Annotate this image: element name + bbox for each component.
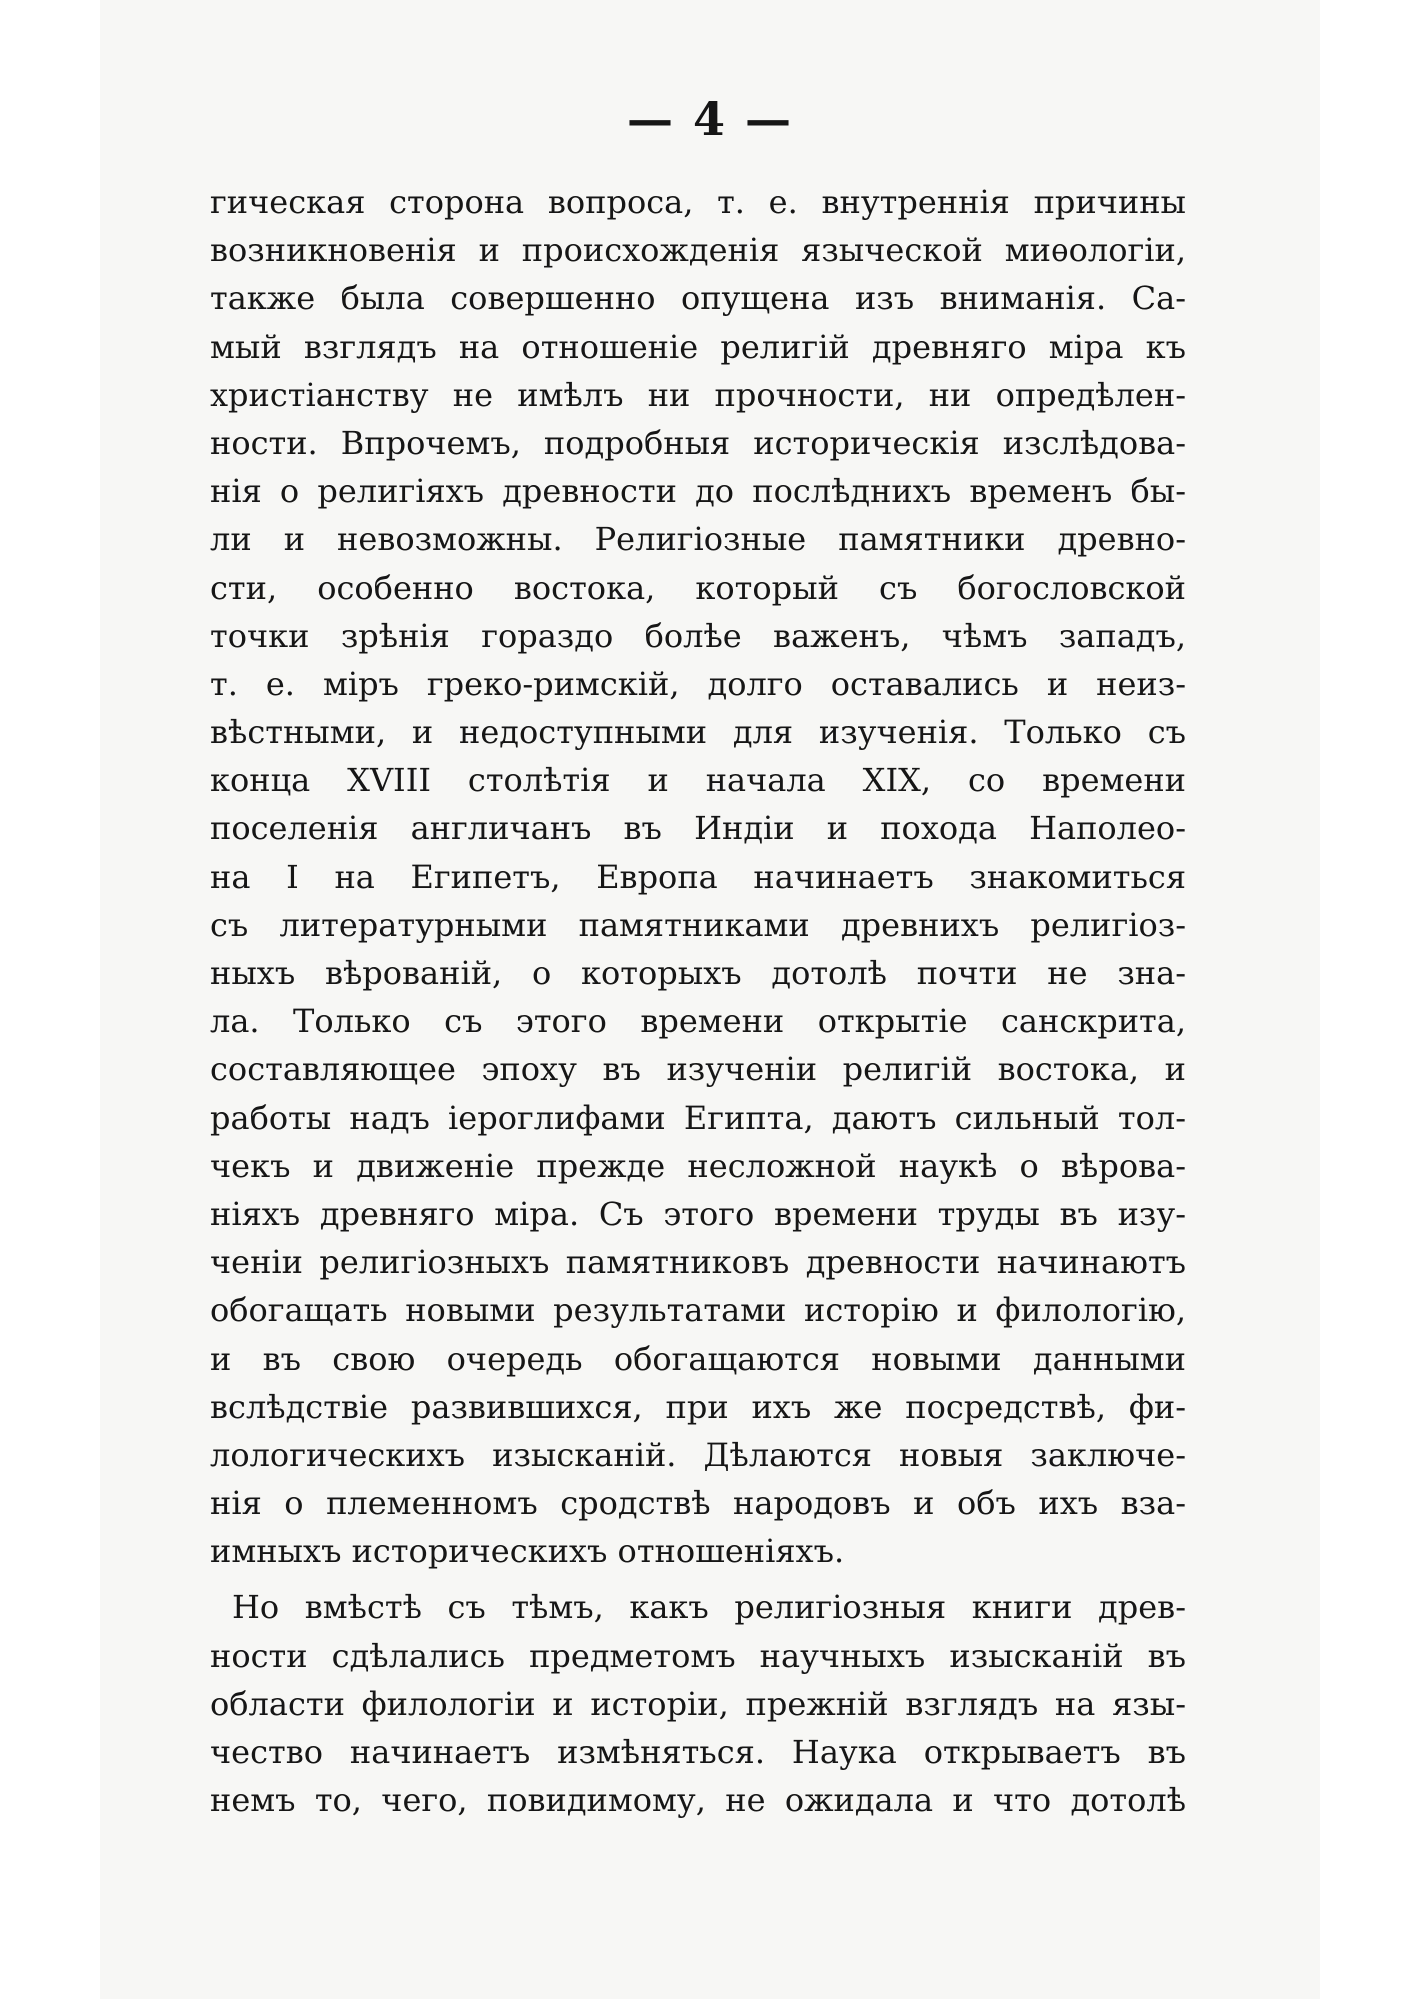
text-line: поселенія англичанъ въ Индіи и похода Наполео-	[210, 809, 1186, 848]
text-line: ныхъ вѣрованій, о которыхъ дотолѣ почти не зна-	[210, 954, 1186, 992]
paragraph-1	[210, 178, 1186, 1575]
text-line: ности сдѣлались предметомъ научныхъ изысканій въ	[210, 1636, 1186, 1675]
text-line: ніяхъ древняго міра. Съ этого времени труды въ изу-	[210, 1194, 1186, 1233]
book-page	[100, 0, 1320, 1999]
text-line: вслѣдствіе развившихся, при ихъ же посредствѣ, фи-	[210, 1387, 1186, 1426]
text-line: немъ то, чего, повидимому, не ожидала и что дотолѣ	[210, 1781, 1186, 1820]
text-line: т. е. міръ греко-римскій, долго оставались и неиз-	[210, 664, 1186, 703]
text-line: работы надъ іероглифами Египта, даютъ сильный тол-	[210, 1098, 1186, 1137]
page-number: — 4 —	[626, 92, 794, 146]
text-line: области филологіи и исторіи, прежній взглядъ на язы-	[210, 1684, 1186, 1723]
text-line: нія о племенномъ сродствѣ народовъ и объ ихъ вза-	[210, 1484, 1186, 1523]
page-text	[210, 178, 1186, 1824]
text-line: составляющее эпоху въ изученіи религій востока, и	[210, 1050, 1186, 1089]
text-line: конца XVIII столѣтія и начала XIX, со времени	[210, 761, 1186, 800]
text-line: имныхъ историческихъ отношеніяхъ.	[210, 1532, 845, 1571]
text-line: ности. Впрочемъ, подробныя историческія изслѣдова-	[210, 423, 1186, 462]
text-line: сти, особенно востока, который съ богословской	[210, 568, 1186, 607]
paragraph-gap	[210, 1575, 1186, 1583]
text-line: на I на Египетъ, Европа начинаетъ знакомиться	[210, 857, 1186, 896]
text-line: возникновенія и происхожденія языческой миѳологіи,	[210, 231, 1186, 270]
text-line: съ литературными памятниками древнихъ религіоз-	[210, 905, 1186, 944]
text-line: лологическихъ изысканій. Дѣлаются новыя заключе-	[210, 1435, 1186, 1474]
text-line: мый взглядъ на отношеніе религій древняго міра къ	[210, 327, 1186, 366]
text-line: и въ свою очередь обогащаются новыми данными	[210, 1339, 1186, 1378]
text-line: ченіи религіозныхъ памятниковъ древности начинаютъ	[210, 1243, 1186, 1282]
text-line: вѣстными, и недоступными для изученія. Только съ	[210, 713, 1186, 752]
text-line: также была совершенно опущена изъ вниманія. Са-	[210, 279, 1186, 318]
paragraph-2	[210, 1583, 1186, 1824]
text-line: точки зрѣнія гораздо болѣе важенъ, чѣмъ западъ,	[210, 616, 1186, 655]
text-line: ли и невозможны. Религіозные памятники древно-	[210, 520, 1186, 559]
text-line: Но вмѣстѣ съ тѣмъ, какъ религіозныя книги древ-	[232, 1588, 1186, 1627]
text-line: ла. Только съ этого времени открытіе санскрита,	[210, 1002, 1186, 1041]
text-line: нія о религіяхъ древности до послѣднихъ временъ бы-	[210, 472, 1186, 511]
text-line: гическая сторона вопроса, т. е. внутреннія причины	[210, 183, 1186, 221]
text-line: чекъ и движеніе прежде несложной наукѣ о вѣрова-	[210, 1146, 1186, 1185]
text-line: христіанству не имѣлъ ни прочности, ни опредѣлен-	[210, 375, 1186, 414]
text-line: обогащать новыми результатами исторію и филологію,	[210, 1291, 1186, 1330]
text-line: чество начинаетъ измѣняться. Наука открываетъ въ	[210, 1733, 1186, 1771]
